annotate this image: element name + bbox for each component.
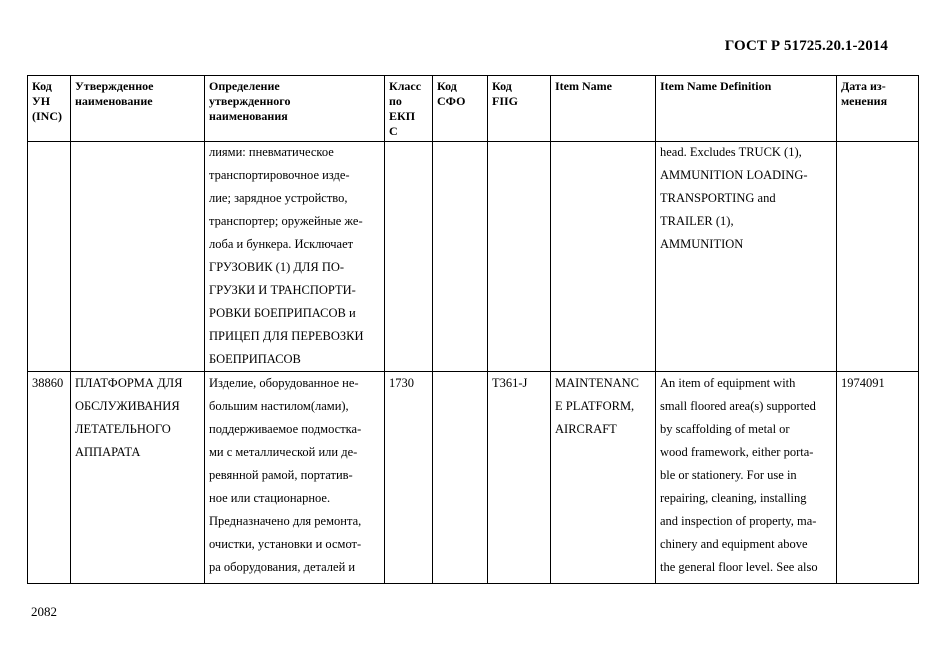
text-line: head. Excludes TRUCK (1), — [660, 145, 802, 159]
table-row — [28, 142, 919, 372]
text-line: ble or stationery. For use in — [660, 468, 797, 482]
text-line: очистки, установки и осмот- — [209, 537, 362, 551]
text-line: ПРИЦЕП ДЛЯ ПЕРЕВОЗКИ — [209, 329, 364, 343]
document-title: ГОСТ Р 51725.20.1-2014 — [724, 38, 888, 54]
text-line: small floored area(s) supported — [660, 399, 816, 413]
text-line: Item Name — [555, 79, 612, 93]
text-line: Код — [32, 79, 52, 93]
text-line: repairing, cleaning, installing — [660, 491, 807, 505]
classifier-table — [27, 75, 919, 584]
cell-definition — [205, 372, 385, 584]
text-line: FIIG — [492, 94, 519, 108]
text-line: Код — [437, 79, 457, 93]
cell-fiig-code — [488, 142, 551, 372]
text-line: by scaffolding of metal or — [660, 422, 790, 436]
text-line: ОБСЛУЖИВАНИЯ — [75, 399, 180, 413]
header-change-date — [837, 76, 919, 142]
text-line: большим настилом(лами), — [209, 399, 349, 413]
header-sfo-code — [433, 76, 488, 142]
text-line: ра оборудования, деталей и — [209, 560, 356, 574]
text-line: Item Name Definition — [660, 79, 772, 93]
header-inc — [28, 76, 71, 142]
text-line: ПЛАТФОРМА ДЛЯ — [75, 376, 183, 390]
page-number: 2082 — [31, 604, 57, 619]
text-line: AIRCRAFT — [555, 422, 617, 436]
text-line: (INC) — [32, 109, 62, 123]
text-line: по — [389, 94, 402, 108]
text-line: ГРУЗКИ И ТРАНСПОРТИ- — [209, 283, 356, 297]
cell-definition — [205, 142, 385, 372]
text-line: Дата из- — [841, 79, 886, 93]
table-row — [28, 372, 919, 584]
header-ekps-class — [385, 76, 433, 142]
cell-inc: 38860 — [28, 372, 71, 584]
text-line: поддерживаемое подмостка- — [209, 422, 362, 436]
cell-fiig-code: T361-J — [488, 372, 551, 584]
text-line: менения — [841, 94, 888, 108]
text-line: chinery and equipment above — [660, 537, 808, 551]
cell-change-date — [837, 142, 919, 372]
text-line: СФО — [437, 94, 466, 108]
header-approved-name — [71, 76, 205, 142]
text-line: the general floor level. See also — [660, 560, 818, 574]
text-line: An item of equipment with — [660, 376, 796, 390]
text-line: Класс — [389, 79, 422, 93]
text-line: АППАРАТА — [75, 445, 141, 459]
cell-change-date: 1974091 — [837, 372, 919, 584]
text-line: ЕКП — [389, 109, 416, 123]
cell-item-definition — [656, 142, 837, 372]
text-line: Предназначено для ремонта, — [209, 514, 362, 528]
text-line: TRAILER (1), — [660, 214, 734, 228]
header-item-definition — [656, 76, 837, 142]
text-line: РОВКИ БОЕПРИПАСОВ и — [209, 306, 356, 320]
cell-sfo-code — [433, 372, 488, 584]
cell-ekps-class — [385, 142, 433, 372]
header-item-name — [551, 76, 656, 142]
text-line: Код — [492, 79, 512, 93]
text-line: wood framework, either porta- — [660, 445, 814, 459]
text-line: наименование — [75, 94, 153, 108]
text-line: лиями: пневматическое — [209, 145, 334, 159]
text-line: Изделие, оборудованное не- — [209, 376, 359, 390]
text-line: лие; зарядное устройство, — [209, 191, 348, 205]
cell-inc — [28, 142, 71, 372]
text-line: MAINTENANC — [555, 376, 640, 390]
text-line: Утвержденное — [75, 79, 154, 93]
text-line: БОЕПРИПАСОВ — [209, 352, 301, 366]
text-line: УН — [32, 94, 51, 108]
header-fiig-code — [488, 76, 551, 142]
text-line: TRANSPORTING and — [660, 191, 776, 205]
text-line: E PLATFORM, — [555, 399, 635, 413]
cell-sfo-code — [433, 142, 488, 372]
text-line: транспортер; оружейные же- — [209, 214, 363, 228]
text-line: ревянной рамой, портатив- — [209, 468, 353, 482]
text-line: AMMUNITION — [660, 237, 744, 251]
text-line: Определение — [209, 79, 280, 93]
text-line: С — [389, 124, 398, 138]
text-line: наименования — [209, 109, 288, 123]
text-line: ное или стационарное. — [209, 491, 331, 505]
text-line: ГРУЗОВИК (1) ДЛЯ ПО- — [209, 260, 345, 274]
text-line: ми с металлической или де- — [209, 445, 358, 459]
text-line: AMMUNITION LOADING- — [660, 168, 808, 182]
cell-approved-name — [71, 372, 205, 584]
header-row — [28, 76, 919, 142]
text-line: and inspection of property, ma- — [660, 514, 817, 528]
cell-item-name — [551, 142, 656, 372]
header-definition — [205, 76, 385, 142]
cell-item-definition — [656, 372, 837, 584]
text-line: ЛЕТАТЕЛЬНОГО — [75, 422, 171, 436]
cell-approved-name — [71, 142, 205, 372]
cell-ekps-class: 1730 — [385, 372, 433, 584]
text-line: лоба и бункера. Исключает — [209, 237, 354, 251]
text-line: утвержденного — [209, 94, 291, 108]
cell-item-name — [551, 372, 656, 584]
text-line: транспортировочное изде- — [209, 168, 350, 182]
